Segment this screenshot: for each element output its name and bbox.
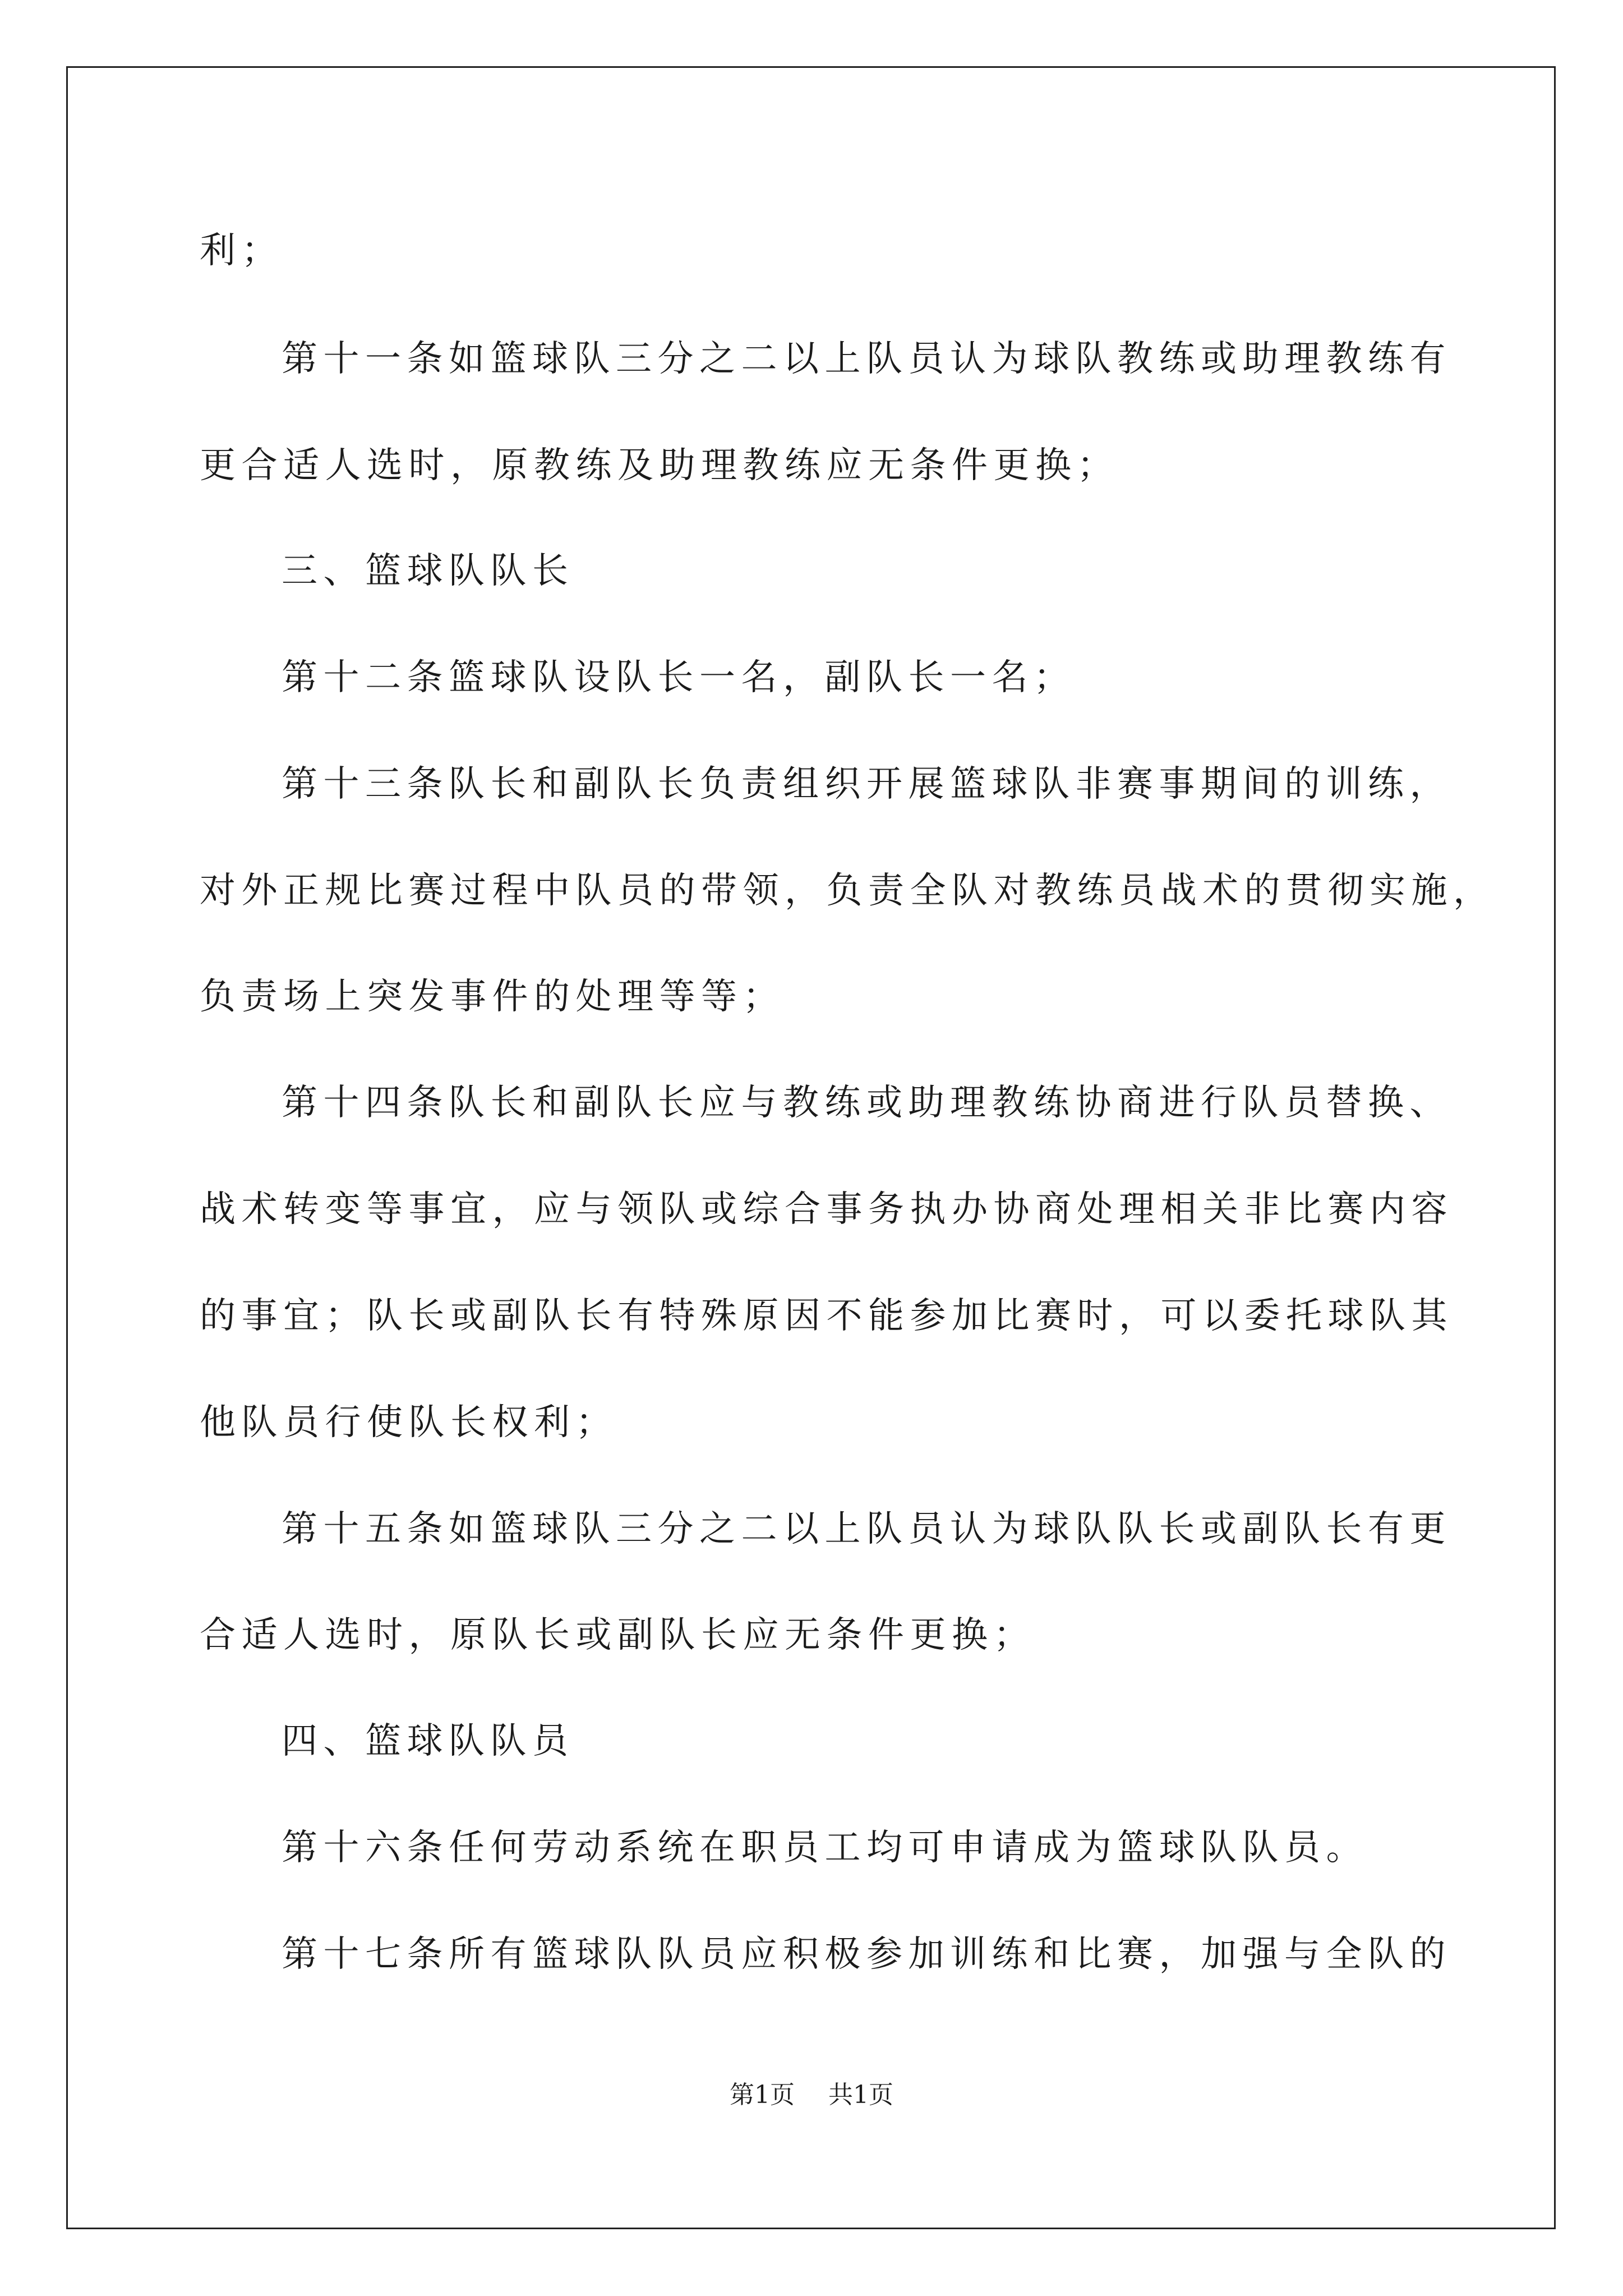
page-number-total: 共1页 (828, 2081, 893, 2109)
page-border (66, 66, 1556, 2229)
section-heading: 三、篮球队队长 (282, 550, 574, 592)
section-heading: 四、篮球队队员 (282, 1720, 574, 1762)
text-line: 合适人选时，原队长或副队长应无条件更换； (200, 1614, 1035, 1656)
text-line: 战术转变等事宜，应与领队或综合事务执办协商处理相关非比赛内容 (200, 1189, 1453, 1230)
text-line: 第十四条队长和副队长应与教练或助理教练协商进行队员替换、 (282, 1082, 1451, 1124)
text-line: 负责场上突发事件的处理等等； (200, 976, 785, 1018)
text-line: 他队员行使队长权利； (200, 1402, 617, 1443)
text-line: 第十二条篮球队设队长一名，副队长一名； (282, 657, 1076, 698)
text-line: 第十六条任何劳动系统在职员工均可申请成为篮球队队员。 (282, 1827, 1368, 1869)
text-line: 更合适人选时，原教练及助理教练应无条件更换； (200, 445, 1119, 486)
text-line: 的事宜；队长或副队长有特殊原因不能参加比赛时，可以委托球队其 (200, 1295, 1453, 1337)
text-line: 第十三条队长和副队长负责组织开展篮球队非赛事期间的训练， (282, 763, 1451, 805)
text-line: 第十一条如篮球队三分之二以上队员认为球队教练或助理教练有 (282, 338, 1451, 380)
text-line: 对外正规比赛过程中队员的带领，负责全队对教练员战术的贯彻实施， (200, 870, 1495, 912)
text-line: 利； (200, 230, 283, 272)
page-number-current: 第1页 (730, 2081, 795, 2109)
page-footer (0, 2078, 1623, 2112)
text-line: 第十五条如篮球队三分之二以上队员认为球队队长或副队长有更 (282, 1508, 1451, 1550)
text-line: 第十七条所有篮球队队员应积极参加训练和比赛，加强与全队的 (282, 1934, 1451, 1975)
